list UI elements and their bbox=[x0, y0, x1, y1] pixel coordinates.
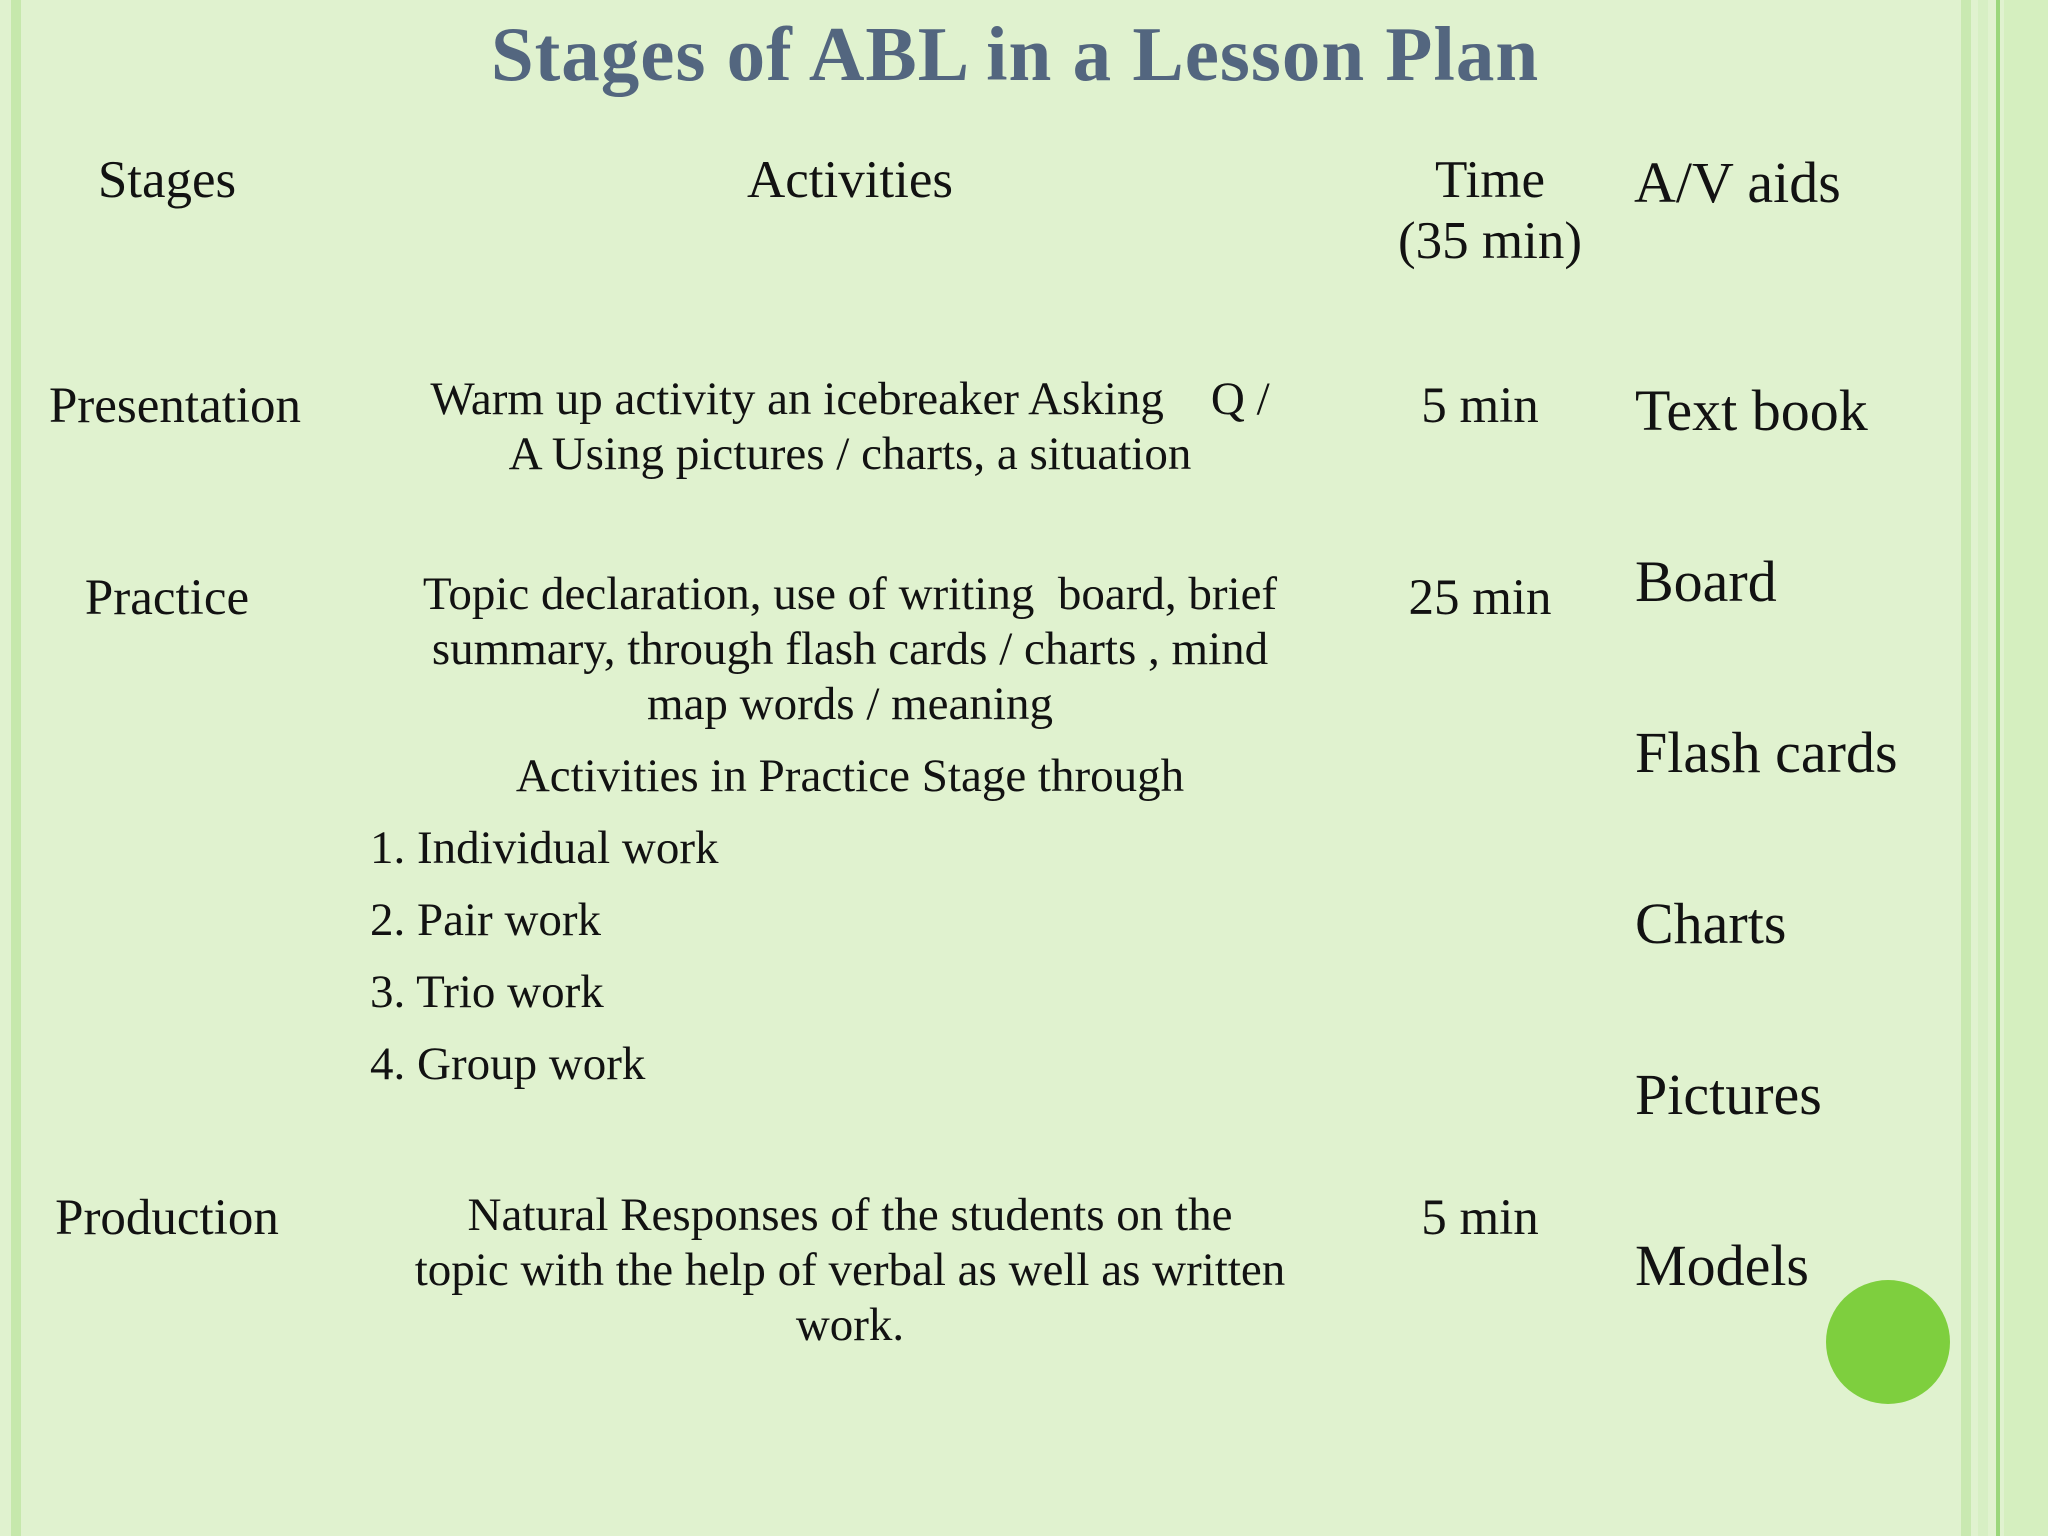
activity-line: topic with the help of verbal as well as written bbox=[414, 1244, 1286, 1296]
activity-line: map words / meaning bbox=[647, 678, 1053, 730]
activity-line: Warm up activity an icebreaker Asking Q / bbox=[430, 373, 1270, 425]
header-time bbox=[1330, 150, 1650, 272]
header-time-line2: (35 min) bbox=[1398, 212, 1582, 270]
practice-list-item: 3. Trio work bbox=[370, 966, 604, 1018]
av-aid-item: Board bbox=[1635, 549, 1777, 614]
time-practice: 25 min bbox=[1408, 570, 1552, 626]
right-border-stripe bbox=[1978, 0, 1988, 1536]
practice-list-item: 2. Pair work bbox=[370, 894, 602, 946]
slide-title: Stages of ABL in a Lesson Plan bbox=[490, 11, 1540, 97]
decorative-circle bbox=[1826, 1280, 1950, 1404]
stage-presentation: Presentation bbox=[48, 378, 302, 434]
activity-line: summary, through flash cards / charts , mind bbox=[431, 623, 1269, 675]
time-presentation: 5 min bbox=[1421, 378, 1539, 434]
header-time-line1: Time bbox=[1435, 151, 1545, 209]
activity-practice bbox=[355, 567, 1345, 732]
left-border-stripe bbox=[11, 0, 21, 1536]
av-aid-item: Flash cards bbox=[1635, 720, 1898, 785]
activity-line: work. bbox=[795, 1299, 905, 1351]
activity-production bbox=[355, 1188, 1345, 1353]
time-production: 5 min bbox=[1421, 1190, 1539, 1246]
header-activities: Activities bbox=[746, 151, 954, 209]
header-stages: Stages bbox=[97, 151, 237, 209]
practice-list-item: 1. Individual work bbox=[370, 822, 719, 874]
av-aid-item: Charts bbox=[1635, 891, 1787, 956]
av-aid-item: Pictures bbox=[1635, 1062, 1822, 1127]
activity-line: Topic declaration, use of writing board, brief bbox=[422, 568, 1278, 620]
right-border-band bbox=[2004, 0, 2048, 1536]
stage-practice: Practice bbox=[84, 570, 250, 626]
practice-list-item: 4. Group work bbox=[370, 1038, 646, 1090]
av-aid-item: Models bbox=[1635, 1233, 1809, 1298]
practice-subheading: Activities in Practice Stage through bbox=[515, 750, 1185, 802]
stage-production: Production bbox=[55, 1190, 279, 1246]
header-av-aids: A/V aids bbox=[1634, 150, 1841, 215]
av-aid-item: Text book bbox=[1635, 378, 1868, 443]
activity-line: Natural Responses of the students on the bbox=[467, 1189, 1233, 1241]
activity-presentation bbox=[355, 372, 1345, 482]
activity-line: A Using pictures / charts, a situation bbox=[508, 428, 1192, 480]
right-border-stripe bbox=[1961, 0, 1971, 1536]
right-border-line bbox=[1996, 0, 2000, 1536]
